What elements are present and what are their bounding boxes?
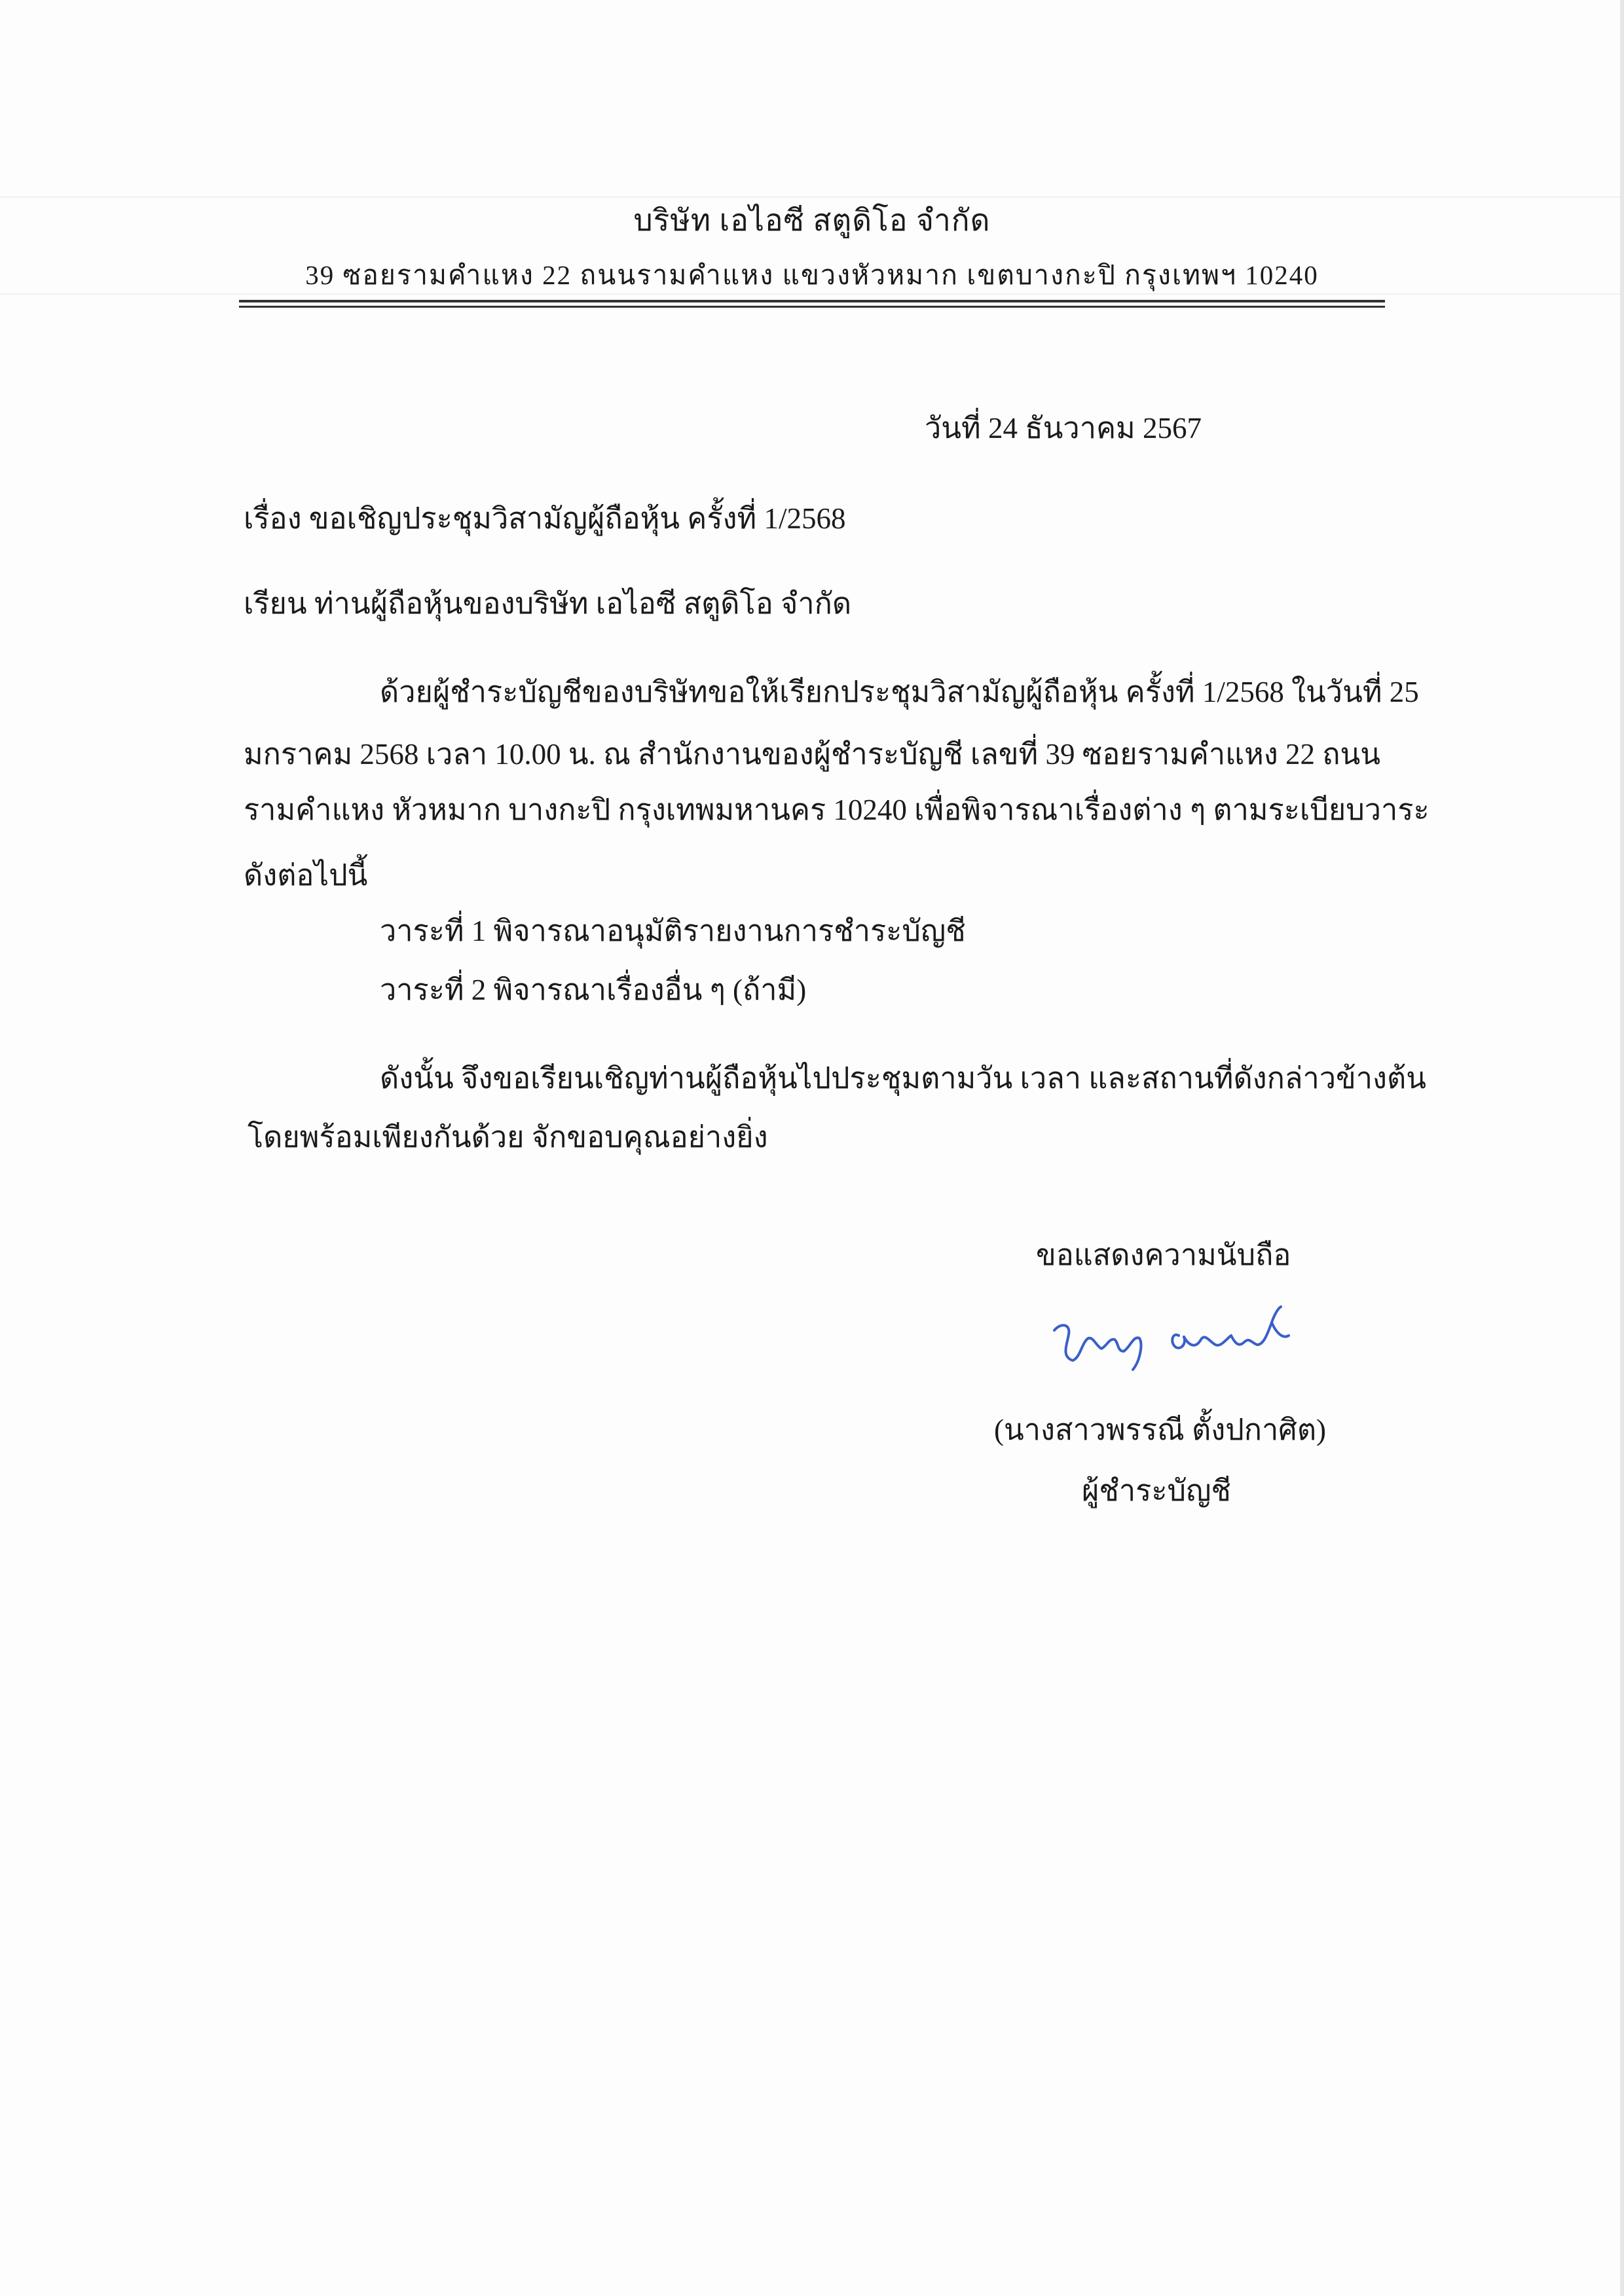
body-paragraph-line: ดังนั้น จึงขอเรียนเชิญท่านผู้ถือหุ้นไปประชุมตามวัน เวลา และสถานที่ดังกล่าวข้างต้น xyxy=(380,1062,1426,1095)
letter-date: วันที่ 24 ธันวาคม 2567 xyxy=(925,412,1202,445)
body-paragraph-line: ด้วยผู้ชำระบัญชีของบริษัทขอให้เรียกประชุมวิสามัญผู้ถือหุ้น ครั้งที่ 1/2568 ในวันที่ 25 xyxy=(380,676,1419,708)
letter-subject: เรื่อง ขอเชิญประชุมวิสามัญผู้ถือหุ้น ครั้งที่ 1/2568 xyxy=(244,502,846,535)
scan-artifact-edge xyxy=(1620,0,1624,2296)
closing-salutation: ขอแสดงความนับถือ xyxy=(1036,1239,1291,1271)
agenda-item: วาระที่ 1 พิจารณาอนุมัติรายงานการชำระบัญชี xyxy=(380,915,966,947)
body-paragraph-line: รามคำแหง หัวหมาก บางกะปิ กรุงเทพมหานคร 10240 เพื่อพิจารณาเรื่องต่าง ๆ ตามระเบียบวาระ xyxy=(244,793,1430,826)
letterhead-divider xyxy=(239,306,1385,308)
letter-recipient: เรียน ท่านผู้ถือหุ้นของบริษัท เอไอซี สตูดิโอ จำกัด xyxy=(244,587,852,620)
body-paragraph-line: มกราคม 2568 เวลา 10.00 น. ณ สำนักงานของผู้ชำระบัญชี เลขที่ 39 ซอยรามคำแหง 22 ถนน xyxy=(244,738,1381,771)
body-paragraph-line: โดยพร้อมเพียงกันด้วย จักขอบคุณอย่างยิ่ง xyxy=(248,1121,768,1154)
company-address: 39 ซอยรามคำแหง 22 ถนนรามคำแหง แขวงหัวหมาก เขตบางกะปิ กรุงเทพฯ 10240 xyxy=(305,260,1319,290)
agenda-item: วาระที่ 2 พิจารณาเรื่องอื่น ๆ (ถ้ามี) xyxy=(380,974,807,1006)
signatory-title: ผู้ชำระบัญชี xyxy=(1082,1474,1231,1507)
signatory-name: (นางสาวพรรณี ตั้งปกาศิต) xyxy=(994,1413,1327,1446)
company-name: บริษัท เอไอซี สตูดิโอ จำกัด xyxy=(633,204,991,237)
body-paragraph-line: ดังต่อไปนี้ xyxy=(244,859,368,892)
letterhead-divider xyxy=(239,300,1385,302)
handwritten-signature xyxy=(1041,1283,1303,1381)
